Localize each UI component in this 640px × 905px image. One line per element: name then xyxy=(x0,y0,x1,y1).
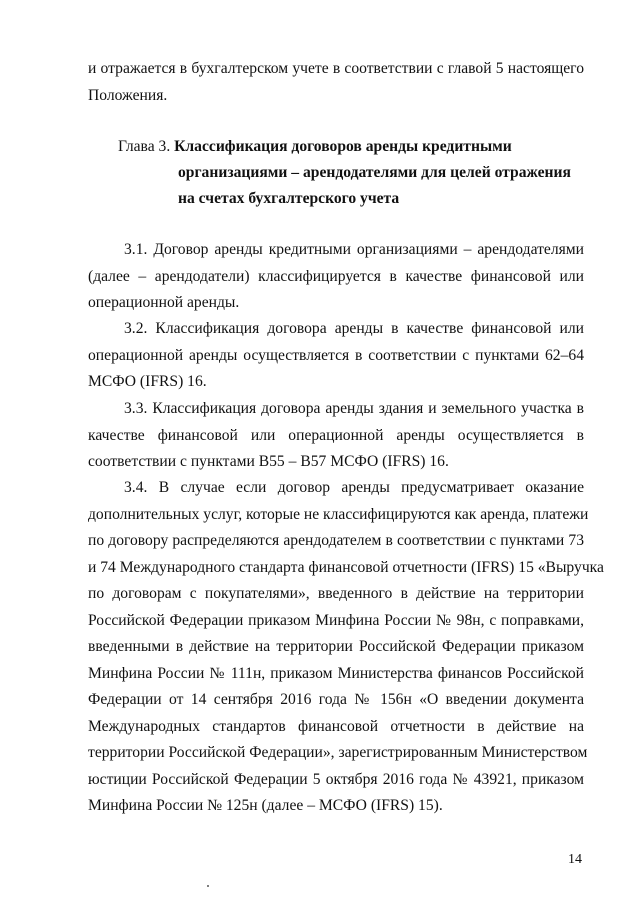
text-line: соответствии с пунктами B55 – B57 МСФО (IFRS) 16. xyxy=(88,453,449,470)
text-line: по договорам с покупателями», введенного в действие на территории xyxy=(88,585,584,602)
chapter-title-line: на счетах бухгалтерского учета xyxy=(178,190,400,207)
text-line: операционной аренды осуществляется в соответствии с пунктами 62–64 xyxy=(88,346,584,364)
text-line: введенными в действие на территории Российской Федерации приказом xyxy=(88,638,584,655)
paragraph-3-3 xyxy=(88,396,584,476)
page-number: 14 xyxy=(568,852,582,867)
text-line: качестве финансовой или операционной аренды осуществляется в xyxy=(88,426,584,444)
paragraph-3-2 xyxy=(88,316,584,396)
text-line: Минфина России № 125н (далее – МСФО (IFRS) 15). xyxy=(88,797,443,814)
paragraph-3-4 xyxy=(88,475,604,820)
text-line: операционной аренды. xyxy=(88,294,240,311)
text-line: МСФО (IFRS) 16. xyxy=(88,373,207,390)
text-line: 3.4. В случае если договор аренды предусматривает оказание xyxy=(124,479,584,496)
text-line: Минфина России № 111н, приказом Министерства финансов Российской xyxy=(88,664,584,682)
chapter-title-line: Классификация договоров аренды кредитными xyxy=(174,138,512,155)
text-line: 3.3. Классификация договора аренды здания и земельного участка в xyxy=(124,400,584,417)
text-line: Федерации от 14 сентября 2016 года № 156н «О введении документа xyxy=(88,691,584,708)
chapter-prefix: Глава 3. xyxy=(118,138,175,155)
chapter-title-line: организациями – арендодателями для целей отражения xyxy=(178,164,571,181)
text-line: Международных стандартов финансовой отчетности в действие на xyxy=(88,717,584,735)
text-line: Российской Федерации приказом Минфина России № 98н, с поправками, xyxy=(88,611,584,629)
text-line: 3.1. Договор аренды кредитными организациями – арендодателями xyxy=(124,241,584,258)
chapter-heading xyxy=(118,134,588,212)
text-line: юстиции Российской Федерации 5 октября 2016 года № 43921, приказом xyxy=(88,770,584,788)
text-line: и отражается в бухгалтерском учете в соответствии с главой 5 настоящего xyxy=(88,60,584,77)
intro-paragraph xyxy=(88,56,584,109)
text-line: и 74 Международного стандарта финансовой отчетности (IFRS) 15 «Выручка xyxy=(88,558,604,576)
paragraph-3-1 xyxy=(88,237,584,317)
text-line: дополнительных услуг, которые не классифицируются как аренда, платежи xyxy=(88,505,589,523)
text-line: (далее – арендодатели) классифицируется в качестве финансовой или xyxy=(88,267,584,285)
scan-dot xyxy=(207,885,209,887)
text-line: Положения. xyxy=(88,86,168,104)
text-line: 3.2. Классификация договора аренды в качестве финансовой или xyxy=(124,320,584,337)
text-line: по договору распределяются арендодателем в соответствии с пунктами 73 xyxy=(88,532,584,549)
text-line: территории Российской Федерации», зарегистрированным Министерством xyxy=(88,744,588,761)
